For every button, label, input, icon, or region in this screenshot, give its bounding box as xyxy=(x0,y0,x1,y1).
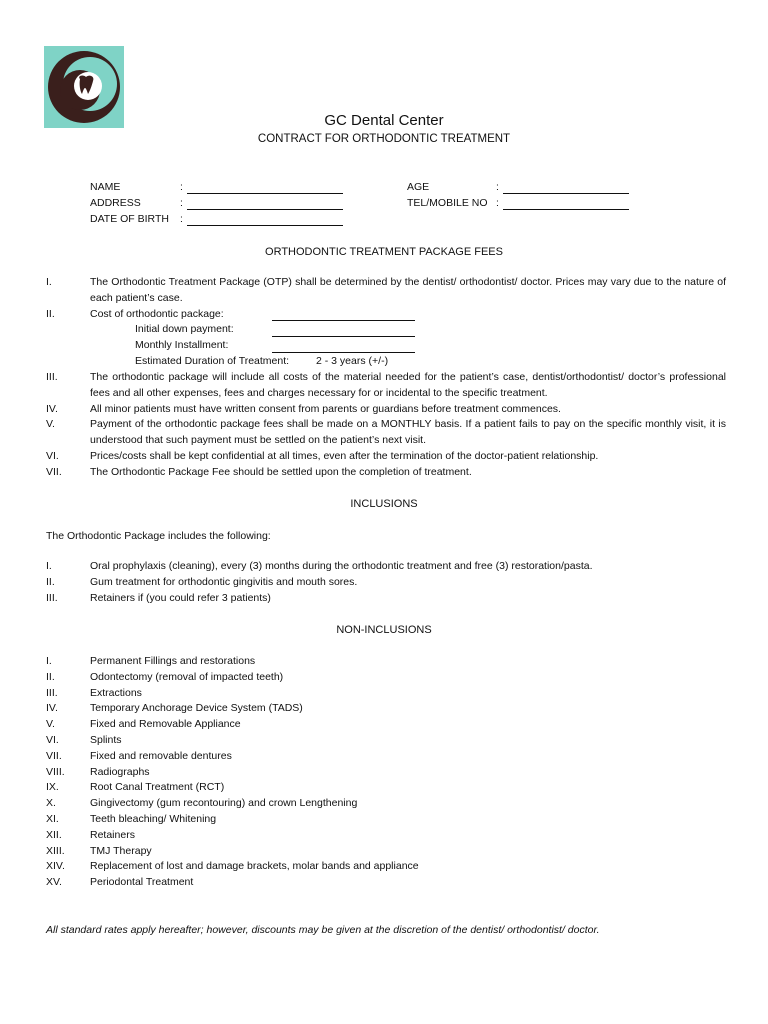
item-text: Oral prophylaxis (cleaning), every (3) months during the orthodontic treatment and free (3) restoration/pasta. xyxy=(90,560,593,572)
list-item xyxy=(46,717,726,733)
contract-title: CONTRACT FOR ORTHODONTIC TREATMENT xyxy=(257,133,511,145)
item-text: All minor patients must have written consent from parents or guardians before treatment commences. xyxy=(90,402,561,415)
inclusions-list xyxy=(46,559,726,606)
item-text: Cost of orthodontic package: xyxy=(90,307,224,320)
list-item xyxy=(46,749,726,765)
item-text: Extractions xyxy=(90,686,142,699)
list-item xyxy=(46,559,726,575)
down-payment-field[interactable] xyxy=(272,326,415,337)
item-number: XI. xyxy=(46,812,59,825)
item-number: VIII. xyxy=(46,765,65,778)
fees-item xyxy=(46,275,726,307)
item-text: Retainers if (you could refer 3 patients) xyxy=(90,591,271,604)
address-colon: : xyxy=(180,197,183,209)
age-field[interactable] xyxy=(503,183,629,194)
item-number: IX. xyxy=(46,781,59,794)
list-item xyxy=(46,670,726,686)
list-item xyxy=(46,701,726,717)
name-field[interactable] xyxy=(187,183,343,194)
monthly-installment-label: Monthly Installment: xyxy=(135,339,229,351)
item-text: Odontectomy (removal of impacted teeth) xyxy=(90,670,284,683)
fees-item xyxy=(46,402,726,418)
item-text: The Orthodontic Package Fee should be settled upon the completion of treatment. xyxy=(90,465,472,478)
item-number: IV. xyxy=(46,702,58,715)
item-text: TMJ Therapy xyxy=(90,844,152,857)
list-item xyxy=(46,686,726,702)
item-number: XII. xyxy=(46,828,62,841)
list-item xyxy=(46,780,726,796)
item-number: VII. xyxy=(46,749,62,762)
tel-colon: : xyxy=(496,197,499,209)
item-number: V. xyxy=(46,418,55,431)
item-number: XIII. xyxy=(46,844,65,857)
item-text: Periodontal Treatment xyxy=(90,876,194,889)
name-colon: : xyxy=(180,181,183,193)
address-label: ADDRESS xyxy=(90,197,141,209)
fees-heading: ORTHODONTIC TREATMENT PACKAGE FEES xyxy=(265,246,503,258)
item-number: I. xyxy=(46,276,52,288)
dob-label: DATE OF BIRTH xyxy=(90,213,169,225)
item-text: Fixed and removable dentures xyxy=(90,749,232,762)
dob-field[interactable] xyxy=(187,215,343,226)
list-item xyxy=(46,733,726,749)
item-number: II. xyxy=(46,575,55,588)
non-inclusions-heading: NON-INCLUSIONS xyxy=(336,624,432,636)
list-item xyxy=(46,796,726,812)
item-number: X. xyxy=(46,797,56,810)
item-text: Fixed and Removable Appliance xyxy=(90,718,241,731)
item-text: Payment of the orthodontic package fees shall be made on a MONTHLY basis. If a patient fails to pay on the specific monthly visit, it is understood that such payment must be settled on the patient’s next visit. xyxy=(90,418,726,447)
duration-label: Estimated Duration of Treatment: xyxy=(135,355,290,367)
fees-list-rest xyxy=(46,370,726,481)
fees-item xyxy=(46,370,726,402)
tel-field[interactable] xyxy=(503,199,629,210)
fees-item xyxy=(46,449,726,465)
list-item xyxy=(46,812,726,828)
package-cost-field[interactable] xyxy=(272,310,415,321)
inclusions-heading: INCLUSIONS xyxy=(350,498,418,510)
list-item xyxy=(46,859,726,875)
item-number: XV. xyxy=(46,876,62,889)
item-number: XIV. xyxy=(46,860,65,873)
item-text: The Orthodontic Treatment Package (OTP) shall be determined by the dentist/ orthodontist/ doctor. Prices may vary due to the nature of each patient’s case. xyxy=(90,276,726,304)
duration-value: 2 - 3 years (+/-) xyxy=(316,355,389,367)
item-number: I. xyxy=(46,655,52,667)
item-number: VI. xyxy=(46,449,59,462)
item-number: I. xyxy=(46,560,52,572)
item-number: III. xyxy=(46,686,58,699)
fees-item xyxy=(46,465,726,481)
item-text: Teeth bleaching/ Whitening xyxy=(90,812,217,825)
item-text: Gingivectomy (gum recontouring) and crown Lengthening xyxy=(90,797,358,810)
item-number: IV. xyxy=(46,402,58,415)
fees-item xyxy=(46,417,726,449)
item-text: Prices/costs shall be kept confidential at all times, even after the termination of the doctor-patient relationship. xyxy=(90,449,599,462)
list-item xyxy=(46,875,726,891)
age-colon: : xyxy=(496,181,499,193)
item-number: V. xyxy=(46,718,55,731)
item-number: VI. xyxy=(46,733,59,746)
list-item xyxy=(46,844,726,860)
item-text: Root Canal Treatment (RCT) xyxy=(90,781,225,794)
monthly-installment-field[interactable] xyxy=(272,342,415,353)
clinic-name: GC Dental Center xyxy=(324,112,444,129)
age-label: AGE xyxy=(407,181,430,193)
item-number: III. xyxy=(46,371,58,383)
item-text: The orthodontic package will include all costs of the material needed for the patient’s case, dentist/orthodontist/ doctor’s professional fees and all other expenses, fees and charges necessary for or incidental to the specific treatment. xyxy=(90,371,726,399)
item-text: Retainers xyxy=(90,828,135,841)
item-number: II. xyxy=(46,670,55,683)
item-text: Permanent Fillings and restorations xyxy=(90,655,256,667)
list-item xyxy=(46,575,726,591)
item-text: Replacement of lost and damage brackets, molar bands and appliance xyxy=(90,860,419,873)
dob-colon: : xyxy=(180,213,183,225)
non-inclusions-list xyxy=(46,654,726,891)
list-item xyxy=(46,828,726,844)
footer-note: All standard rates apply hereafter; however, discounts may be given at the discretion of the dentist/ orthodontist/ doctor. xyxy=(46,924,600,936)
inclusions-intro: The Orthodontic Package includes the following: xyxy=(46,530,271,542)
list-item xyxy=(46,765,726,781)
item-number: III. xyxy=(46,591,58,604)
item-text: Temporary Anchorage Device System (TADS) xyxy=(90,702,303,715)
item-number: II. xyxy=(46,307,55,320)
address-field[interactable] xyxy=(187,199,343,210)
list-item xyxy=(46,591,726,607)
list-item xyxy=(46,654,726,670)
item-number: VII. xyxy=(46,465,62,478)
item-text: Splints xyxy=(90,733,122,746)
tel-label: TEL/MOBILE NO xyxy=(407,197,488,209)
item-text: Radiographs xyxy=(90,765,150,778)
name-label: NAME xyxy=(90,181,121,193)
down-payment-label: Initial down payment: xyxy=(135,323,234,335)
item-text: Gum treatment for orthodontic gingivitis and mouth sores. xyxy=(90,575,358,588)
